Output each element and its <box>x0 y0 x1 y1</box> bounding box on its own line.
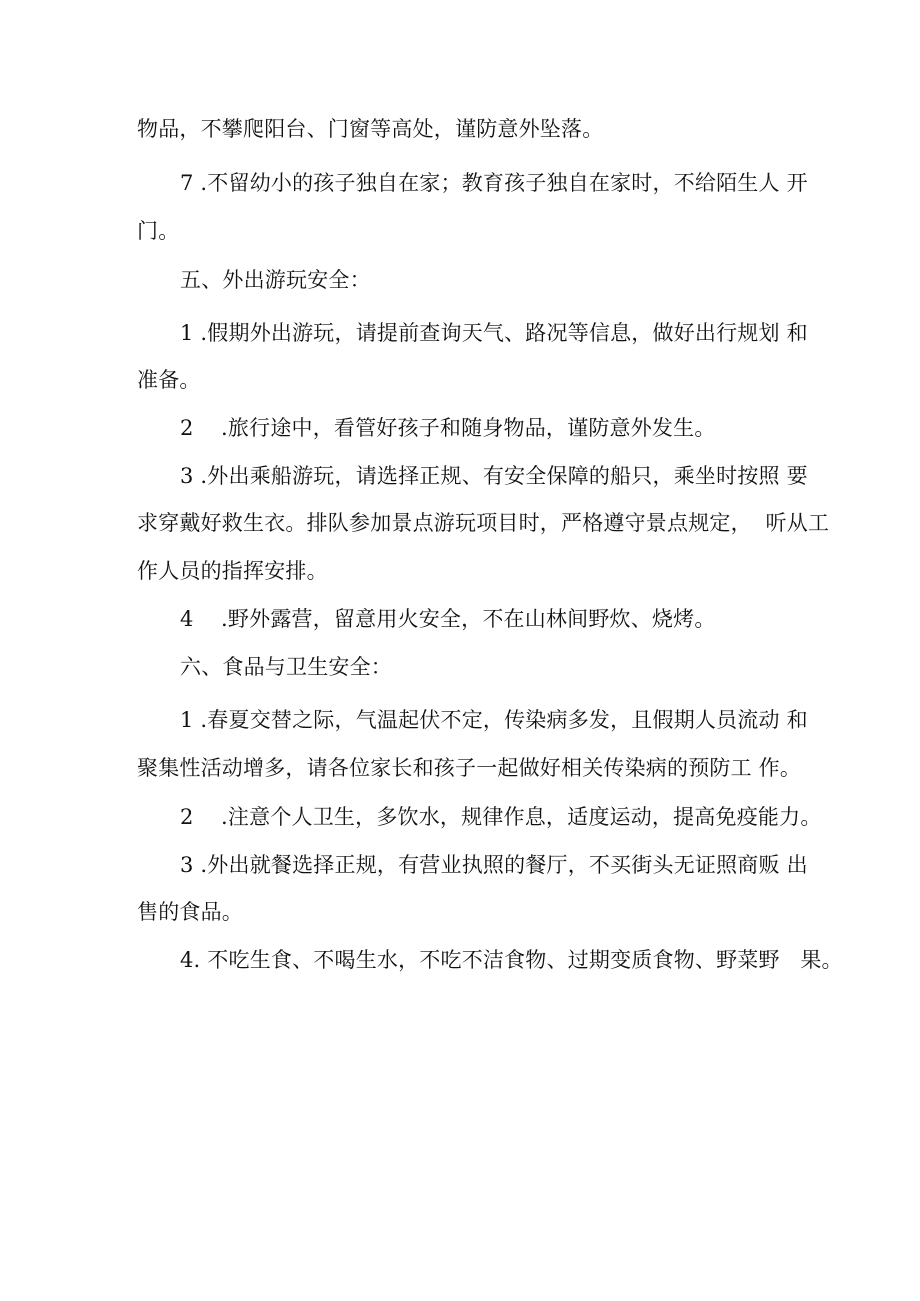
paragraph-line-13: 2 .注意个人卫生，多饮水，规律作息，适度运动，提高免疫能力。 <box>180 805 822 829</box>
paragraph-line-5: 准备。 <box>137 368 201 392</box>
paragraph-line-15: 售的食品。 <box>137 900 243 924</box>
paragraph-line-1: 物品，不攀爬阳台、门窗等高处，谨防意外坠落。 <box>137 117 604 141</box>
paragraph-line-2: 7 .不留幼小的孩子独自在家；教育孩子独自在家时，不给陌生人 开 <box>180 171 808 195</box>
paragraph-line-16: 4. 不吃生食、不喝生水，不吃不洁食物、过期变质食物、野菜野 果。 <box>180 948 843 972</box>
paragraph-line-6: 2 .旅行途中，看管好孩子和随身物品，谨防意外发生。 <box>180 416 716 440</box>
paragraph-line-4: 1 .假期外出游玩，请提前查询天气、路况等信息，做好出行规划 和 <box>180 321 808 345</box>
paragraph-line-9: 作人员的指挥安排。 <box>137 559 328 583</box>
section-heading-outdoor-safety: 五、外出游玩安全： <box>180 268 371 292</box>
paragraph-line-7: 3 .外出乘船游玩，请选择正规、有安全保障的船只，乘坐时按照 要 <box>180 464 808 488</box>
paragraph-line-3: 门。 <box>137 219 180 243</box>
paragraph-line-12: 聚集性活动增多，请各位家长和孩子一起做好相关传染病的预防工 作。 <box>137 756 802 780</box>
paragraph-line-8: 求穿戴好救生衣。排队参加景点游玩项目时，严格遵守景点规定， 听从工 <box>137 511 830 535</box>
section-heading-food-hygiene: 六、食品与卫生安全： <box>180 655 392 679</box>
paragraph-line-14: 3 .外出就餐选择正规，有营业执照的餐厅，不买街头无证照商贩 出 <box>180 853 808 877</box>
paragraph-line-10: 4 .野外露营，留意用火安全，不在山林间野炊、烧烤。 <box>180 607 716 631</box>
paragraph-line-11: 1 .春夏交替之际，气温起伏不定，传染病多发，且假期人员流动 和 <box>180 708 808 732</box>
